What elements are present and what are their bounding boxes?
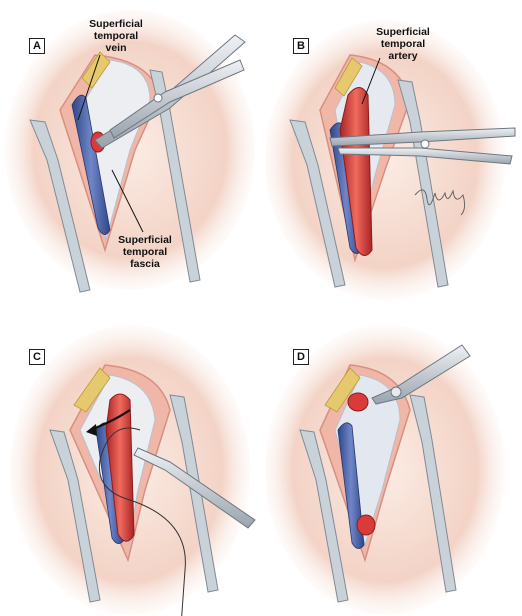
panel-label-c: C: [29, 349, 45, 365]
callout-superficial-temporal-artery: Superficial temporal artery: [376, 26, 430, 62]
callout-superficial-temporal-fascia: Superficial temporal fascia: [118, 234, 172, 270]
panel-c-art: [10, 325, 255, 616]
panel-label-b: B: [293, 38, 309, 54]
ligated-stump-bottom: [357, 515, 375, 535]
callout-superficial-temporal-vein: Superficial temporal vein: [89, 18, 143, 54]
ligated-stump-top: [348, 393, 368, 411]
panel-b-art: [265, 20, 515, 300]
panel-d-art: [265, 325, 505, 615]
panel-label-d: D: [293, 349, 309, 365]
panel-label-a: A: [29, 38, 45, 54]
